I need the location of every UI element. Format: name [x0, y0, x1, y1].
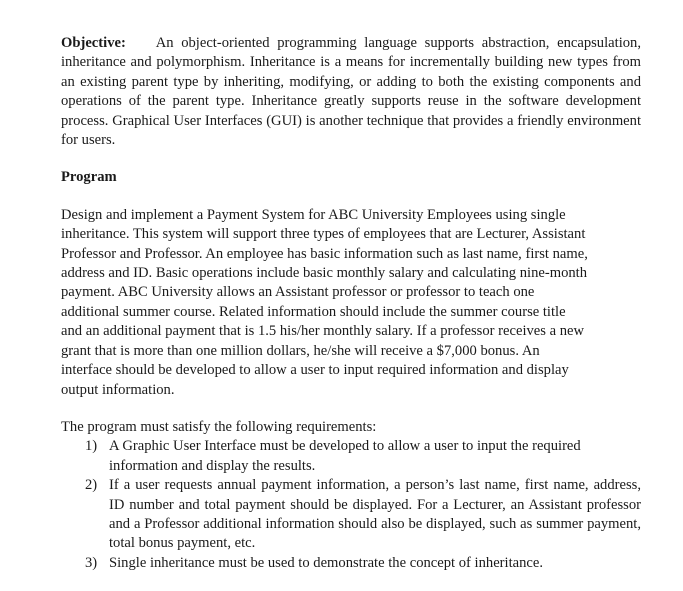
requirement-item — [85, 437, 641, 476]
requirement-line: Single inheritance must be used to demonstrate the concept of inheritance. — [109, 554, 544, 571]
program-line: interface should be developed to allow a user to input required information and display — [61, 362, 569, 379]
requirement-item — [85, 476, 641, 554]
requirement-line: A Graphic User Interface must be developed to allow a user to input the required — [109, 438, 581, 455]
program-line: inheritance. This system will support three types of employees that are Lecturer, Assistant — [61, 226, 586, 243]
requirements-intro: The program must satisfy the following requirements: — [61, 418, 377, 435]
objective-paragraph — [61, 34, 641, 150]
program-line: payment. ABC University allows an Assistant professor or professor to teach one — [61, 284, 535, 301]
requirement-text: If a user requests annual payment information, a person’s last name, first name, address, ID number and total payment should be displayed. For a Lecturer, an Assistant professor and a Professor additional information should also be displayed, such as summer payment, total bonus payment, etc. — [109, 477, 641, 552]
requirement-line: information and display the results. — [109, 457, 316, 474]
program-line: output information. — [61, 381, 175, 398]
program-line: Professor and Professor. An employee has basic information such as last name, first name, — [61, 245, 588, 262]
program-line: Design and implement a Payment System for ABC University Employees using single — [61, 206, 566, 223]
requirement-item — [85, 554, 641, 573]
program-description — [61, 206, 641, 400]
requirement-number: 3) — [85, 554, 98, 571]
document-page — [61, 34, 641, 573]
program-line: grant that is more than one million dollars, he/she will receive a $7,000 bonus. An — [61, 342, 540, 359]
program-heading: Program — [61, 169, 117, 186]
objective-text: An object-oriented programming language supports abstraction, encapsulation, inheritance and polymorphism. Inheritance is a means for incrementally building new types from an existing parent type by inheriting, modifying, or adding to both the existing components and operations of the parent type. Inheritance greatly supports reuse in the software development process. Graphical User Interfaces (GUI) is another technique that provides a friendly environment for users. — [61, 35, 641, 149]
requirement-number: 2) — [85, 477, 98, 494]
program-line: and an additional payment that is 1.5 his/her monthly salary. If a professor receives a new — [61, 323, 585, 340]
objective-label: Objective: — [61, 35, 126, 51]
requirement-number: 1) — [85, 438, 98, 455]
program-line: additional summer course. Related information should include the summer course title — [61, 303, 566, 320]
program-line: address and ID. Basic operations include basic monthly salary and calculating nine-month — [61, 265, 588, 282]
requirements-list — [61, 437, 641, 573]
